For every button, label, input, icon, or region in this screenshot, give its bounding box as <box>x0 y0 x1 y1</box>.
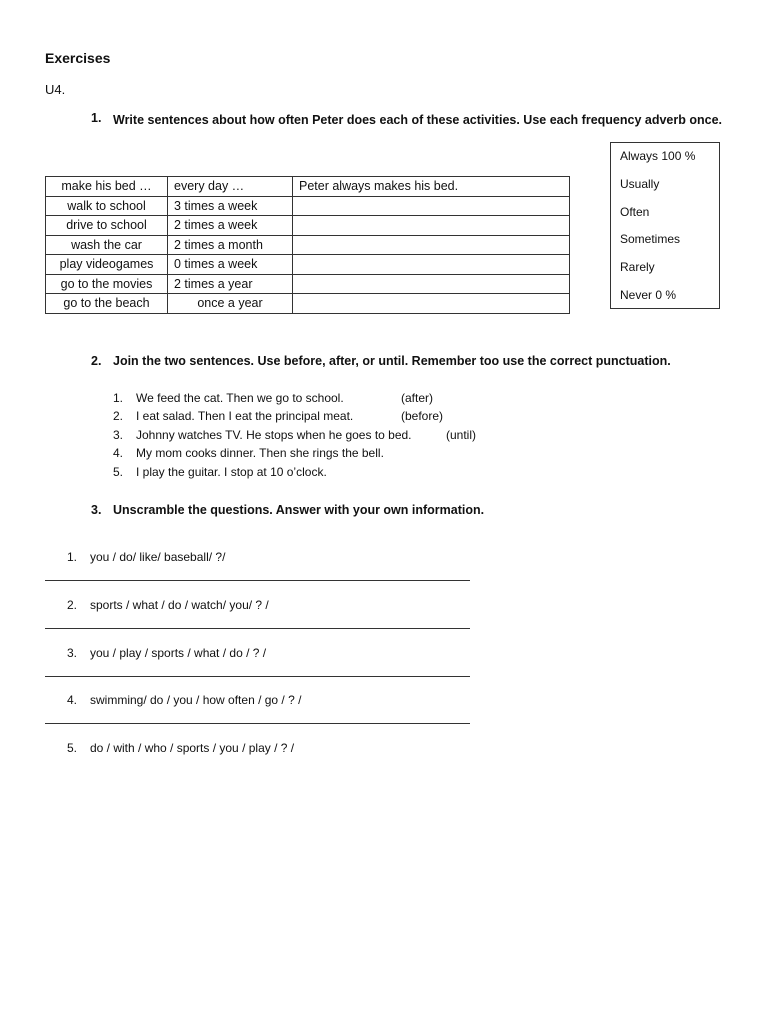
scramble-question: you / play / sports / what / do / ? / <box>90 646 267 660</box>
table-row <box>46 196 570 216</box>
answer-line[interactable] <box>45 676 470 677</box>
question-2-number: 2. <box>91 354 102 368</box>
activity-table <box>45 176 570 314</box>
sentence-number: 4. <box>113 446 124 460</box>
scramble-number: 1. <box>67 550 78 564</box>
sentence-number: 5. <box>113 465 124 479</box>
answer-cell[interactable] <box>293 274 570 294</box>
frequency-adverb: Never 0 % <box>620 288 677 302</box>
frequency-adverb: Rarely <box>620 260 655 274</box>
table-row <box>46 177 570 197</box>
question-1-number: 1. <box>91 111 102 125</box>
scramble-question: do / with / who / sports / you / play / ? / <box>90 741 295 755</box>
activity-cell: walk to school <box>46 196 168 216</box>
sentence-hint: (after) <box>401 391 434 405</box>
answer-cell[interactable] <box>293 255 570 275</box>
question-3-instructions: Unscramble the questions. Answer with your own information. <box>113 503 485 517</box>
answer-cell[interactable] <box>293 216 570 236</box>
frequency-adverb: Usually <box>620 177 660 191</box>
page-title: Exercises <box>45 50 111 66</box>
scramble-number: 5. <box>67 741 78 755</box>
table-row <box>46 255 570 275</box>
table-row <box>46 274 570 294</box>
frequency-cell: 0 times a week <box>168 255 293 275</box>
scramble-number: 2. <box>67 598 78 612</box>
frequency-adverb: Often <box>620 205 650 219</box>
frequency-cell: 2 times a month <box>168 235 293 255</box>
question-1-instructions: Write sentences about how often Peter does each of these activities. Use each frequency adverb once. <box>113 113 722 127</box>
activity-cell: drive to school <box>46 216 168 236</box>
frequency-cell: 3 times a week <box>168 196 293 216</box>
table-row <box>46 216 570 236</box>
scramble-question: sports / what / do / watch/ you/ ? / <box>90 598 269 612</box>
scramble-question: you / do/ like/ baseball/ ?/ <box>90 550 226 564</box>
scramble-number: 4. <box>67 693 78 707</box>
question-2-instructions: Join the two sentences. Use before, after, or until. Remember too use the correct punctuation. <box>113 354 671 368</box>
sentence-text: I play the guitar. I stop at 10 o’clock. <box>136 465 327 479</box>
table-row <box>46 235 570 255</box>
sentence-hint: (before) <box>401 409 444 423</box>
frequency-cell: every day … <box>168 177 293 197</box>
sentence-number: 3. <box>113 428 124 442</box>
sentence-number: 2. <box>113 409 124 423</box>
activity-cell: go to the beach <box>46 294 168 314</box>
frequency-adverb: Always 100 % <box>620 149 696 163</box>
sentence-text: Johnny watches TV. He stops when he goes to bed. <box>136 428 412 442</box>
frequency-adverb-box <box>610 142 720 309</box>
table-row <box>46 294 570 314</box>
sentence-hint: (until) <box>446 428 477 442</box>
question-3-number: 3. <box>91 503 102 517</box>
activity-cell: wash the car <box>46 235 168 255</box>
frequency-cell: once a year <box>168 294 293 314</box>
answer-line[interactable] <box>45 628 470 629</box>
activity-cell: go to the movies <box>46 274 168 294</box>
scramble-number: 3. <box>67 646 78 660</box>
frequency-cell: 2 times a year <box>168 274 293 294</box>
answer-line[interactable] <box>45 723 470 724</box>
frequency-adverb: Sometimes <box>620 232 681 246</box>
activity-cell: play videogames <box>46 255 168 275</box>
answer-cell[interactable]: Peter always makes his bed. <box>293 177 570 197</box>
sentence-text: My mom cooks dinner. Then she rings the bell. <box>136 446 384 460</box>
sentence-number: 1. <box>113 391 124 405</box>
sentence-text: I eat salad. Then I eat the principal meat. <box>136 409 354 423</box>
answer-cell[interactable] <box>293 235 570 255</box>
scramble-question: swimming/ do / you / how often / go / ? / <box>90 693 302 707</box>
answer-cell[interactable] <box>293 294 570 314</box>
answer-line[interactable] <box>45 580 470 581</box>
sentence-text: We feed the cat. Then we go to school. <box>136 391 344 405</box>
answer-cell[interactable] <box>293 196 570 216</box>
activity-cell: make his bed … <box>46 177 168 197</box>
frequency-cell: 2 times a week <box>168 216 293 236</box>
unit-label: U4. <box>45 82 66 97</box>
